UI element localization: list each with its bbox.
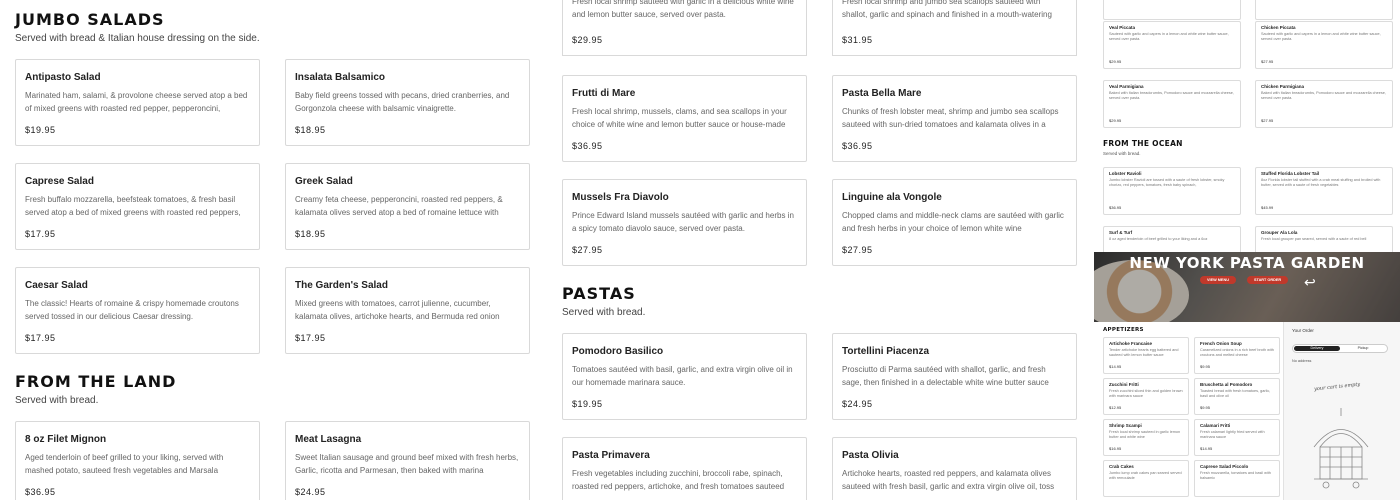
menu-item-card[interactable] [832,333,1077,420]
item-description: Toasted bread with fresh tomatoes, garlic, basil and olive oil [1200,389,1271,398]
item-name: Stuffed Florida Lobster Tail [1261,171,1320,176]
item-description: Fresh local shrimp and jumbo sea scallops sautéed with shallot, garlic and spinach and finished in a mouth-watering [842,0,1052,19]
item-name: Shrimp Scampi [1109,423,1142,428]
item-name: Caesar Salad [25,280,88,291]
mini-menu-card[interactable] [1103,419,1189,456]
item-price: $17.95 [25,333,56,343]
section-title-from-the-land: FROM THE LAND [15,372,177,391]
mini-menu-card[interactable] [1103,21,1241,69]
item-description: The classic! Hearts of romaine & crispy homemade croutons served tossed in our delicious Caesar dressing. [25,299,239,321]
item-description: Aged tenderloin of beef grilled to your liking, served with mashed potato, sauteed fresh vegetables and Marsala [25,453,224,475]
mini-menu-card[interactable] [1194,378,1280,415]
menu-item-card[interactable] [832,75,1077,162]
mini-menu-card[interactable] [1194,337,1280,374]
delivery-address: No address [1292,359,1312,363]
mini-menu-card[interactable] [1103,167,1241,215]
hero-title: NEW YORK PASTA GARDEN [1129,254,1365,272]
item-name: Artichoke Francaise [1109,341,1153,346]
item-name: Pomodoro Basilico [572,346,664,357]
item-price: $27.95 [572,245,603,255]
menu-item-card[interactable] [15,163,260,250]
curved-arrow-icon: ↩ [1304,274,1316,290]
item-name: Caprese Salad Piccolo [1200,464,1249,469]
item-price: $27.95 [842,245,873,255]
mini-section-title: FROM THE OCEAN [1103,139,1183,148]
pickup-option[interactable]: Pickup [1357,346,1369,350]
item-price: $29.95 [1109,59,1122,64]
item-description: Fresh zucchini sliced thin and golden brown with marinara sauce [1109,389,1183,398]
mini-menu-card[interactable] [1194,419,1280,456]
mini-menu-card[interactable] [1255,80,1393,128]
mini-menu-card[interactable] [1255,21,1393,69]
item-description: Fresh buffalo mozzarella, beefsteak tomatoes, & fresh basil served atop a bed of mixed greens with roasted red peppers, [25,195,241,217]
item-name: Insalata Balsamico [295,72,386,83]
item-name: Calamari Fritti [1200,423,1231,428]
item-description: Mixed greens with tomatoes, carrot julienne, cucumber, kalamata olives, artichoke hearts, and Bermuda red onion [295,299,500,321]
item-description: Fresh local shrimp sauteed in garlic lemon butter and white wine [1109,430,1181,439]
item-price: $17.95 [295,333,326,343]
section-subtitle-jumbo-salads: Served with bread & Italian house dressing on the side. [15,33,260,44]
item-name: Greek Salad [295,176,353,187]
item-name: Zucchini Fritti [1109,382,1139,387]
section-subtitle-from-the-land: Served with bread. [15,395,99,406]
item-price: $9.95 [1200,405,1211,410]
item-price: $18.95 [295,229,326,239]
item-name: Pasta Bella Mare [842,88,922,99]
menu-item-card[interactable] [285,59,530,146]
item-description: Chopped clams and middle-neck clams are sautéed with garlic and fresh herbs in your choice of lemon white wine [842,211,1064,233]
hero-banner [1094,252,1400,322]
menu-item-card[interactable] [562,437,807,500]
item-price: $17.95 [25,229,56,239]
item-price: $29.95 [1109,118,1122,123]
delivery-pickup-toggle[interactable] [1292,344,1388,353]
item-description: Creamy feta cheese, pepperoncini, roasted red peppers, & kalamata olives served atop a bed of romaine lettuce with [295,195,503,217]
item-description: Sauteed with garlic and capers in a lemon and white wine butter sauce, served over pasta. [1261,32,1381,41]
item-name: Meat Lasagna [295,434,362,445]
section-title-jumbo-salads: JUMBO SALADS [15,10,165,29]
empty-cart-message: your cart is empty [1313,381,1361,393]
menu-item-card[interactable] [562,179,807,266]
item-name: The Garden's Salad [295,280,388,291]
item-price: $14.95 [1200,446,1213,451]
item-name: Chicken Parmigiana [1261,84,1305,89]
item-description: Chunks of fresh lobster meat, shrimp and jumbo sea scallops sauteed with sun-dried tomatoes and kalamata olives in a [842,107,1059,129]
item-price: $19.95 [25,125,56,135]
menu-item-card[interactable] [832,179,1077,266]
item-name: Linguine ala Vongole [842,192,942,203]
item-name: Surf & Turf [1109,230,1133,235]
item-name: Tortellini Piacenza [842,346,930,357]
item-description: Fresh local shrimp, mussels, clams, and sea scallops in your choice of white wine and lemon butter sauce or house-made [572,107,787,129]
item-name: French Onion Soup [1200,341,1242,346]
item-description: Fresh local shrimp sautéed with garlic in a delicious white wine and lemon butter sauce, served over pasta. [572,0,794,19]
menu-item-card[interactable] [562,333,807,420]
item-price: $36.95 [1109,205,1122,210]
order-panel [1283,322,1400,500]
mini-menu-card[interactable] [1103,80,1241,128]
item-description: Sweet Italian sausage and ground beef mixed with fresh herbs, Garlic, ricotta and Parmesan, then baked with marina [295,453,519,475]
order-title: Your Order [1292,328,1314,333]
item-description: Tender artichoke hearts egg battered and sauteed with lemon butter sauce [1109,348,1179,357]
page-thumbnail-preview [1094,0,1400,500]
item-name: Antipasto Salad [25,72,101,83]
menu-item-card[interactable] [832,0,1077,56]
item-description: Fresh calamari lightly fried served with marinara sauce [1200,430,1265,439]
item-price: $12.95 [1109,405,1122,410]
item-price: $24.95 [295,487,326,497]
item-price: $19.95 [572,399,603,409]
item-name: Frutti di Mare [572,88,636,99]
item-name: Caprese Salad [25,176,94,187]
mini-section-title: APPETIZERS [1103,327,1144,333]
item-price: $27.95 [1261,59,1274,64]
menu-item-card[interactable] [15,421,260,500]
item-price: $31.95 [842,35,873,45]
item-price: $27.95 [1261,118,1274,123]
item-description: Caramelized onions in a rich beef broth with croutons and melted cheese [1200,348,1274,357]
empty-cart-illustration-icon [1306,402,1376,492]
mini-menu-card[interactable] [1103,378,1189,415]
item-name: Grouper Ala Lola [1261,230,1298,235]
mini-menu-card[interactable] [1255,167,1393,215]
section-title-pastas: PASTAS [562,284,636,303]
menu-item-card[interactable] [285,421,530,500]
item-description: Fresh local grouper pan seared, served with a saute of red bell [1261,237,1367,241]
item-description: Artichoke hearts, roasted red peppers, and kalamata olives sauteed with fresh basil, garlic and extra virgin olive oil, toss [842,469,1055,491]
view-menu-button[interactable]: VIEW MENU [1200,276,1236,284]
item-price: $18.95 [295,125,326,135]
item-price: $36.95 [842,141,873,151]
item-description: Baby field greens tossed with pecans, dried cranberries, and Gorgonzola cheese with balsamic vinaigrette. [295,91,510,113]
menu-item-card[interactable] [562,75,807,162]
item-name: Pasta Primavera [572,450,650,461]
item-price: $45.99 [1261,205,1274,210]
menu-item-card[interactable] [285,267,530,354]
item-description: Baked with Italian breadcrumbs, Pomodoro sauce and mozzarella cheese, served over pasta. [1109,91,1234,100]
item-name: 8 oz Filet Mignon [25,434,107,445]
item-name: Bruschetta al Pomodoro [1200,382,1253,387]
item-name: Pasta Olivia [842,450,899,461]
item-description: Marinated ham, salami, & provolone cheese served atop a bed of mixed greens with roasted red pepper, pepperoncini, [25,91,248,113]
item-description: Sauteed with garlic and capers in a lemon and white wine butter sauce, served over pasta. [1109,32,1229,41]
item-name: Crab Cakes [1109,464,1134,469]
item-description: Fresh vegetables including zucchini, broccoli rabe, spinach, roasted red peppers, artichoke, and fresh tomatoes sauteed [572,469,785,491]
menu-item-card[interactable] [285,163,530,250]
item-price: $16.95 [1109,446,1122,451]
item-price: $24.95 [842,399,873,409]
item-description: Prosciutto di Parma sautéed with shallot, garlic, and fresh sage, then finished in a delectable white wine butter sauce [842,365,1049,387]
mini-menu-card[interactable] [1255,0,1393,20]
mini-menu-card[interactable] [1103,0,1241,20]
item-name: Veal Parmigiana [1109,84,1144,89]
item-price: $36.95 [25,487,56,497]
item-description: Jumbo lobster Ravioli are tossed with a saute of fresh lobster, smoky chorizo, red peppers, tomatoes, fresh baby spinach, [1109,178,1225,187]
item-price: $9.95 [1200,364,1211,369]
menu-item-card[interactable] [15,59,260,146]
item-description: 8 oz aged tenderloin of beef grilled to your liking and a 6oz [1109,237,1208,241]
section-subtitle-pastas: Served with bread. [562,307,646,318]
mini-menu-card[interactable] [1194,460,1280,497]
item-description: Baked with Italian breadcrumbs, Pomodoro sauce and mozzarella cheese, served over pasta. [1261,91,1386,100]
mini-menu-card[interactable] [1103,460,1189,497]
item-description: Jumbo lump crab cakes pan seared served with remoulade [1109,471,1182,480]
menu-item-card[interactable] [562,0,807,56]
item-description: Prince Edward Island mussels sautéed with garlic and herbs in a spicy tomato diavolo sauce, served over pasta. [572,211,794,233]
item-description: 8oz Florida lobster tail stuffed with a crab meat stuffing and broiled with butter, served with a saute of fresh vegetables [1261,178,1381,187]
item-name: Lobster Ravioli [1109,171,1142,176]
menu-item-card[interactable] [15,267,260,354]
menu-item-card[interactable] [832,437,1077,500]
item-description: Fresh mozzarella, tomatoes and basil with balsamic [1200,471,1271,480]
item-price: $36.95 [572,141,603,151]
delivery-option[interactable]: Delivery [1294,346,1340,351]
item-price: $29.95 [572,35,603,45]
item-name: Chicken Piccata [1261,25,1296,30]
item-description: Tomatoes sautéed with basil, garlic, and extra virgin olive oil in our homemade marinara sauce. [572,365,793,387]
item-name: Veal Piccata [1109,25,1136,30]
mini-section-subtitle: Served with bread. [1103,151,1141,156]
mini-menu-card[interactable] [1103,337,1189,374]
item-price: $14.95 [1109,364,1122,369]
item-name: Mussels Fra Diavolo [572,192,669,203]
start-order-button[interactable]: START ORDER [1247,276,1288,284]
